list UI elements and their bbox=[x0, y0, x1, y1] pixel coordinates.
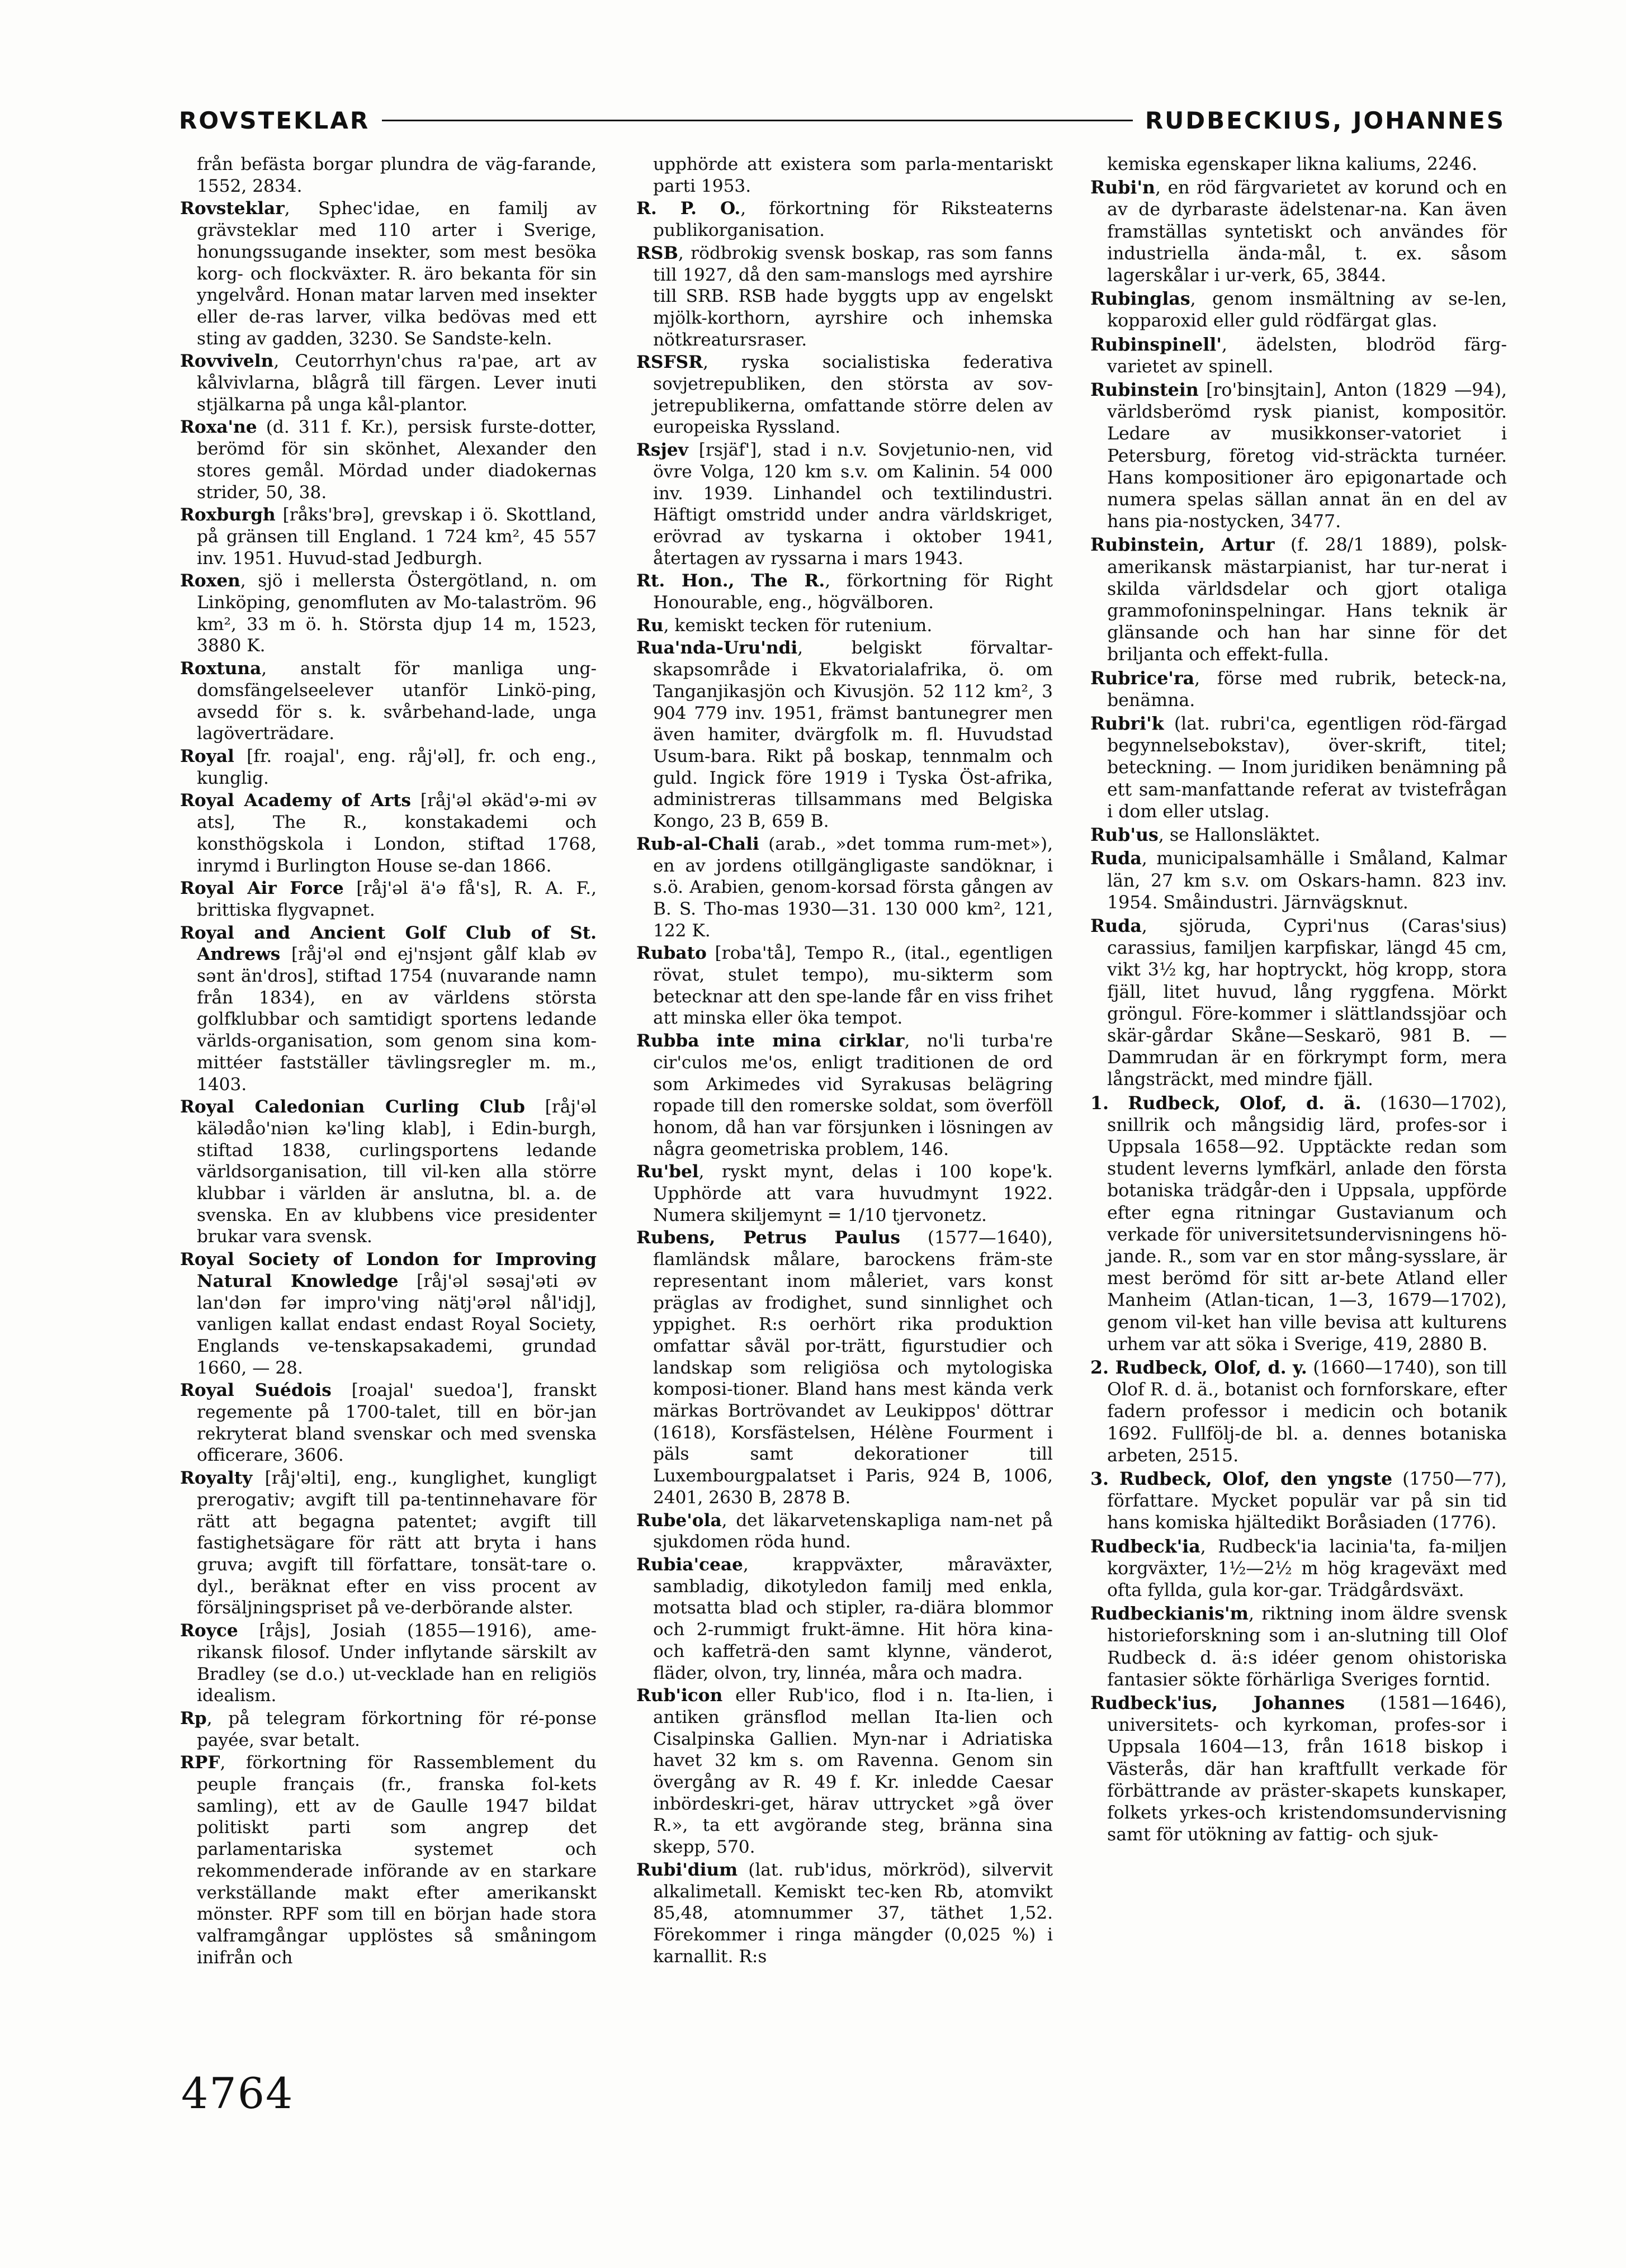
dictionary-entry bbox=[180, 1249, 597, 1379]
entry-headword: 1. Rudbeck, Olof, d. ä. bbox=[1090, 1092, 1362, 1114]
entry-text: (1750—77), författare. Mycket populär var på sin tid hans komiska hjältedikt Boråsiaden (1776). bbox=[1107, 1469, 1507, 1533]
dictionary-entry bbox=[180, 351, 597, 415]
entry-headword: Roxtuna bbox=[180, 659, 262, 679]
entry-text: , rödbrokig svensk boskap, ras som fanns till 1927, då den sam-manslogs med ayrshire till SRB. RSB hade byggts upp av engelskt mjölk-korthorn, ayrshire och inhemska nötkreatursraser. bbox=[653, 243, 1053, 350]
entry-text: , förkortning för Rassemblement du peuple français (fr., franska fol-kets samling), ett av de Gaulle 1947 bildat politiskt parti som angrep det parlamentariska systemet och rekommenderade införande av en starkare verkställande makt efter amerikanskt mönster. RPF som till en början hade stora valframgångar upplöstes så småningom inifrån och bbox=[197, 1753, 597, 1968]
entry-headword: Royal Air Force bbox=[180, 878, 344, 899]
entry-text: [rsjäf'], stad i n.v. Sovjetunio-nen, vid övre Volga, 120 km s.v. om Kalinin. 54 000 inv. 1939. Linhandel och textilindustri. Häftigt omstridd under andra världskriget, erövrad av tyskarna i oktober 1941, återtagen av ryssarna i mars 1943. bbox=[653, 440, 1053, 569]
entry-headword: Rubens, Petrus Paulus bbox=[636, 1228, 900, 1248]
entry-headword: Rubinstein, Artur bbox=[1090, 534, 1275, 556]
dictionary-entry bbox=[1090, 847, 1507, 914]
entry-headword: Rubi'n bbox=[1090, 177, 1155, 198]
dictionary-entry bbox=[636, 1030, 1053, 1160]
entry-headword: Royal and Ancient Golf Club of St. Andrews bbox=[180, 922, 597, 965]
dictionary-entry bbox=[1090, 334, 1507, 378]
dictionary-entry bbox=[636, 243, 1053, 351]
entry-text: kemiska egenskaper likna kaliums, 2246. bbox=[1107, 154, 1478, 174]
entry-headword: Rudbeck'ius, Johannes bbox=[1090, 1693, 1345, 1714]
entry-headword: Roxa'ne bbox=[180, 417, 257, 438]
entry-headword: Rp bbox=[180, 1708, 207, 1729]
entry-headword: RSB bbox=[636, 243, 678, 263]
entry-headword: 3. Rudbeck, Olof, den yngste bbox=[1090, 1468, 1393, 1489]
entry-text: , riktning inom äldre svensk historieforskning som i an-slutning till Olof Rudbeck d. ä:s idéer genom ohistoriska fantasier sökte förhärliga Sveriges forntid. bbox=[1107, 1604, 1507, 1690]
entry-text: , genom insmältning av se-len, kopparoxid eller guld rödfärgat glas. bbox=[1107, 289, 1507, 332]
entry-text: [råj'əlti], eng., kunglighet, kungligt prerogativ; avgift till pa-tentinnehavare för rätt att begagna patentet; avgift till fastighetsägare för rätt att bryta i hans gruva; avgift till författare, tonsät-tare o. dyl., beräknat efter en viss procent av försäljningspriset på ve-derbörande alster. bbox=[197, 1468, 597, 1618]
entry-text: [råj'əl ənd ej'nsjənt gålf klab əv sənt än'dros], stiftad 1754 (nuvarande namn från 1834), en av världens största golfklubbar och samtidigt sportens ledande världs-organisation, som genom sina kom-mittéer fastställer tävlingsregler m. m., 1403. bbox=[197, 944, 597, 1095]
entry-text: , förkortning för Riksteaterns publikorganisation. bbox=[653, 198, 1053, 241]
entry-headword: Rubi'dium bbox=[636, 1859, 738, 1880]
dictionary-entry bbox=[180, 198, 597, 349]
entry-text: (f. 28/1 1889), polsk-amerikansk mästarpianist, har tur-nerat i skilda världsdelar och gjort otaliga grammofoninspelningar. Hans teknik är glänsande och han har sinne för det briljanta och effekt-fulla. bbox=[1107, 535, 1507, 665]
entry-headword: Rube'ola bbox=[636, 1510, 722, 1531]
page-number: 4764 bbox=[181, 2068, 294, 2118]
entry-text: , förkortning för Right Honourable, eng., högvälboren. bbox=[653, 571, 1053, 613]
entry-text: , Rudbeck'ia lacinia'ta, fa-miljen korgväxter, 1½—2½ m hög krageväxt med ofta fyllda, gula kor-gar. Trädgårdsväxt. bbox=[1107, 1536, 1507, 1601]
dictionary-entry bbox=[180, 658, 597, 745]
dictionary-entry bbox=[1090, 1692, 1507, 1846]
entry-headword: Royal Suédois bbox=[180, 1380, 332, 1401]
entry-text: , se Hallonsläktet. bbox=[1158, 825, 1321, 846]
dictionary-entry bbox=[180, 570, 597, 657]
dictionary-entry bbox=[636, 1161, 1053, 1226]
dictionary-entry bbox=[636, 352, 1053, 438]
dictionary-entry bbox=[636, 1510, 1053, 1553]
entry-text: , en röd färgvarietet av korund och en av de dyrbaraste ädelstenar-na. Kan även framställas syntetiskt och användes för industriella ända-mål, t. ex. såsom lagerskålar i ur-verk, 65, 3844. bbox=[1107, 178, 1507, 286]
dictionary-entry bbox=[1090, 1357, 1507, 1467]
continued-entry bbox=[1090, 154, 1507, 176]
running-header-left: ROVSTEKLAR bbox=[179, 106, 370, 134]
entry-headword: Ruda bbox=[1090, 848, 1142, 869]
dictionary-entry bbox=[636, 637, 1053, 832]
dictionary-entry bbox=[1090, 379, 1507, 533]
entry-headword: Royal Society of London for Improving Natural Knowledge bbox=[180, 1249, 597, 1291]
entry-headword: Rt. Hon., The R. bbox=[636, 571, 825, 591]
entry-headword: Rsjev bbox=[636, 440, 688, 461]
entry-headword: R. P. O. bbox=[636, 198, 741, 219]
entry-headword: Rub'icon bbox=[636, 1685, 723, 1706]
entry-text: (lat. rubri'ca, egentligen röd-färgad begynnelsebokstav), över-skrift, titel; beteckning. — Inom juridiken benämning på ett sam-manfattande referat av tvistefrågan i dom eller utslag. bbox=[1107, 714, 1507, 822]
dictionary-entry bbox=[636, 615, 1053, 637]
dictionary-entry bbox=[180, 1467, 597, 1619]
dictionary-entry bbox=[636, 943, 1053, 1029]
dictionary-entry bbox=[180, 1708, 597, 1751]
dictionary-entry bbox=[1090, 1468, 1507, 1535]
entry-text: (1577—1640), flamländsk målare, barockens främ-ste representant inom måleriet, vars konst präglas av frodighet, sund sinnlighet och yppighet. R:s oerhört rika produktion omfattar såväl por-trätt, figurstudier och landskap som religiösa och mytologiska komposi-tioner. Bland hans mest kända verk märkas Bortrövandet av Leukippos' döttrar (1618), Korsfästelsen, Hélène Fourment i päls samt dekorationer till Luxembourgpalatset i Paris, 924 B, 1006, 2401, 2630 B, 2878 B. bbox=[653, 1228, 1053, 1508]
dictionary-entry bbox=[1090, 534, 1507, 666]
dictionary-entry bbox=[1090, 1092, 1507, 1356]
dictionary-entry bbox=[1090, 713, 1507, 823]
entry-text: [råjs], Josiah (1855—1916), ame-rikansk filosof. Under inflytande särskilt av Bradley (se d.o.) ut-vecklade han en religiös idealism. bbox=[197, 1621, 597, 1706]
entry-headword: Rubri'k bbox=[1090, 713, 1164, 735]
continued-entry bbox=[636, 154, 1053, 197]
entry-headword: Rubrice'ra bbox=[1090, 667, 1195, 689]
entry-headword: Royce bbox=[180, 1621, 238, 1641]
dictionary-entry bbox=[180, 504, 597, 569]
entry-text: , ryska socialistiska federativa sovjetrepubliken, den största av sov-jetrepublikerna, omfattande större delen av europeiska Ryssland. bbox=[653, 352, 1053, 438]
entry-text: [råj'əl kälədåo'niən kə'ling klab], i Edin-burgh, stiftad 1838, curlingsportens ledande världsorganisation, till vil-ken alla större klubbar i världen är anslutna, bl. a. de svenska. En av klubbens vice presidenter brukar vara svensk. bbox=[197, 1097, 597, 1247]
entry-text: (arab., »det tomma rum-met»), en av jordens otillgängligaste sandöknar, i s.ö. Arabien, genom-korsad första gången av B. S. Tho-mas 1930—31. 130 000 km², 121, 122 K. bbox=[653, 834, 1053, 941]
entry-text: , sjöruda, Cypri'nus (Caras'sius) carassius, familjen karpfiskar, längd 45 cm, vikt 3½ kg, har hoptryckt, hög kropp, stora fjäll, litet huvud, lång ryggfena. Mörkt gröngul. Före-kommer i slättlandssjöar och skär-gårdar Skåne—Seskarö, 981 B. — Dammrudan är en förkrympt form, mera långsträckt, med mindre fjäll. bbox=[1107, 916, 1507, 1090]
entry-headword: Roxen bbox=[180, 571, 240, 591]
dictionary-entry bbox=[636, 1685, 1053, 1858]
entry-headword: Royalty bbox=[180, 1468, 253, 1489]
entry-text: , krappväxter, måraväxter, sambladig, dikotyledon familj med enkla, motsatta blad och stipler, ra-diära blommor och 2-rummigt frukt-ämne. Hit höra kina- och kaffeträ-den samt klynne, vänderot, fläder, olvon, try, linnéa, måra och madra. bbox=[653, 1555, 1053, 1683]
dictionary-entry bbox=[180, 416, 597, 503]
header-rule bbox=[382, 120, 1133, 121]
dictionary-entry bbox=[1090, 177, 1507, 287]
entry-text: , det läkarvetenskapliga nam-net på sjukdomen röda hund. bbox=[653, 1510, 1053, 1552]
dictionary-entry bbox=[180, 1096, 597, 1248]
entry-text: , ryskt mynt, delas i 100 kope'k. Upphörde att vara huvudmynt 1922. Numera skiljemynt = 1/10 tjervonetz. bbox=[653, 1162, 1053, 1225]
entry-text: [råj'əl ä'ə få's], R. A. F., brittiska flygvapnet. bbox=[197, 878, 597, 920]
entry-text: , förse med rubrik, beteck-na, benämna. bbox=[1107, 668, 1507, 711]
entry-headword: RPF bbox=[180, 1753, 220, 1773]
entry-headword: Rubinspinell' bbox=[1090, 334, 1222, 355]
dictionary-entry bbox=[1090, 1536, 1507, 1602]
running-header bbox=[179, 101, 1505, 140]
running-header-right: RUDBECKIUS, JOHANNES bbox=[1145, 106, 1505, 134]
dictionary-entry bbox=[180, 746, 597, 789]
text-column-2 bbox=[636, 154, 1053, 1968]
entry-text: , på telegram förkortning för ré-ponse payée, svar betalt. bbox=[197, 1708, 597, 1750]
dictionary-entry bbox=[1090, 1603, 1507, 1691]
text-column-1 bbox=[180, 154, 597, 1969]
dictionary-entry bbox=[636, 1227, 1053, 1508]
entry-text: [råj'əl əkäd'ə-mi əv ats], The R., konstakademi och konsthögskola i London, stiftad 1768, inrymd i Burlington House se-dan 1866. bbox=[197, 790, 597, 876]
entry-headword: Rovviveln bbox=[180, 351, 274, 372]
entry-text: upphörde att existera som parla-mentariskt parti 1953. bbox=[653, 154, 1053, 196]
entry-text: (1660—1740), son till Olof R. d. ä., botanist och fornforskare, efter fadern professor i medicin och botanik 1692. Fullfölj-de bl. a. dennes botaniska arbeten, 2515. bbox=[1107, 1357, 1507, 1466]
entry-text: [råks'brə], grevskap i ö. Skottland, på gränsen till England. 1 724 km², 45 557 inv. 1951. Huvud-stad Jedburgh. bbox=[197, 505, 597, 569]
entry-headword: Rudbeck'ia bbox=[1090, 1536, 1200, 1557]
dictionary-entry bbox=[180, 1380, 597, 1466]
dictionary-entry bbox=[636, 198, 1053, 241]
entry-text: [ro'binsjtain], Anton (1829 —94), världsberömd rysk pianist, kompositör. Ledare av musikkonser-vatoriet i Petersburg, företog vid-sträckta turnéer. Hans kompositioner äro epigonartade och numera spelas sällan annat än en del av hans pia-nostycken, 3477. bbox=[1107, 380, 1507, 532]
entry-text: , Ceutorrhyn'chus ra'pae, art av kålvivlarna, blågrå till färgen. Lever inuti stjälkarna på unga kål-plantor. bbox=[197, 351, 597, 415]
entry-headword: 2. Rudbeck, Olof, d. y. bbox=[1090, 1357, 1307, 1378]
entry-headword: Royal Caledonian Curling Club bbox=[180, 1097, 525, 1118]
entry-headword: Rovsteklar bbox=[180, 198, 285, 219]
entry-headword: Royal Academy of Arts bbox=[180, 790, 412, 811]
dictionary-entry bbox=[180, 922, 597, 1096]
dictionary-entry bbox=[636, 439, 1053, 569]
entry-text: , kemiskt tecken för rutenium. bbox=[663, 615, 933, 636]
entry-headword: Ru'bel bbox=[636, 1162, 699, 1182]
entry-text: (1630—1702), snillrik och mångsidig lärd, profes-sor i Uppsala 1658—92. Upptäckte redan som student leverns lymfkärl, anlade den första botaniska trädgår-den i Uppsala, uppförde efter egna ritningar Gustavianum och verkade för universitetsundervisningens hö-jande. R., som var en stor mång-sysslare, är mest berömd för sitt ar-bete Atland eller Manheim (Atlan-tican, 1—3, 1679—1702), genom vil-ket han ville bevisa att kulturens urhem var att söka i Sverige, 419, 2880 B. bbox=[1107, 1093, 1507, 1355]
entry-headword: Ru bbox=[636, 615, 664, 636]
dictionary-entry bbox=[1090, 824, 1507, 846]
dictionary-entry bbox=[180, 878, 597, 921]
dictionary-entry bbox=[1090, 915, 1507, 1091]
entry-text: [roajal' suedoa'], franskt regemente på 1700-talet, till en bör-jan rekryterat bland svenskar och med svenska officerare, 3606. bbox=[197, 1380, 597, 1466]
dictionary-entry bbox=[1090, 288, 1507, 332]
entry-headword: Rubinglas bbox=[1090, 288, 1190, 310]
entry-headword: Ruda bbox=[1090, 915, 1142, 936]
entry-text: från befästa borgar plundra de väg-farande, 1552, 2834. bbox=[197, 154, 597, 196]
entry-text: [råj'əl səsaj'əti əv lan'dən fər impro'ving nätj'ərəl nål'idj], vanligen kallat endast endast Royal Society, Englands ve-tenskapsakademi, grundad 1660, — 28. bbox=[197, 1271, 597, 1378]
entry-text: , municipalsamhälle i Småland, Kalmar län, 27 km s.v. om Oskars-hamn. 823 inv. 1954. Småindustri. Järnvägsknut. bbox=[1107, 849, 1507, 913]
entry-text: [fr. roajal', eng. råj'əl], fr. och eng., kunglig. bbox=[197, 746, 597, 788]
entry-text: eller Rub'ico, flod i n. Ita-lien, i antiken gränsflod mellan Ita-lien och Cisalpinska Gallien. Myn-nar i Adriatiska havet 32 km s. om Ravenna. Genom sin övergång av R. 49 f. Kr. inledde Caesar inbördeskri-get, härav uttrycket »gå över R.», ta ett avgörande steg, bränna sina skepp, 570. bbox=[653, 1685, 1053, 1858]
text-column-3 bbox=[1090, 154, 1507, 1847]
dictionary-entry bbox=[180, 1752, 597, 1968]
entry-headword: Rua'nda-Uru'ndi bbox=[636, 638, 798, 659]
entry-headword: Rubba inte mina cirklar bbox=[636, 1031, 905, 1052]
entry-text: (d. 311 f. Kr.), persisk furste-dotter, berömd för sin skönhet, Alexander den stores gemål. Mördad under diadokernas strider, 50, 38. bbox=[197, 417, 597, 503]
dictionary-entry bbox=[180, 790, 597, 877]
dictionary-entry bbox=[636, 1859, 1053, 1968]
dictionary-entry bbox=[636, 1554, 1053, 1684]
entry-headword: Rudbeckianis'm bbox=[1090, 1603, 1249, 1625]
entry-text: , Sphec'idae, en familj av grävsteklar med 110 arter i Sverige, honungssugande insekter, som mest besöka korg- och flockväxter. R. äro bekanta för sin yngelvård. Honan matar larven med insekter eller de-ras larver, vilka bedövas med ett sting av gadden, 3230. Se Sandste-keln. bbox=[197, 198, 597, 349]
entry-text: (1581—1646), universitets- och kyrkoman, profes-sor i Uppsala 1604—13, från 1618 biskop i Västerås, där han kraftfullt verkade för förbättrande av präster-skapets kunskaper, folkets yrkes-och kristendomsundervisning samt för utökning av fattig- och sjuk- bbox=[1107, 1693, 1507, 1845]
dictionary-entry bbox=[636, 570, 1053, 613]
dictionary-entry bbox=[180, 1620, 597, 1707]
entry-headword: Royal bbox=[180, 746, 234, 766]
entry-headword: Roxburgh bbox=[180, 505, 276, 525]
entry-text: , sjö i mellersta Östergötland, n. om Linköping, genomfluten av Mo-talaström. 96 km², 33 m ö. h. Största djup 14 m, 1523, 3880 K. bbox=[197, 571, 597, 656]
entry-headword: RSFSR bbox=[636, 352, 703, 373]
dictionary-entry bbox=[636, 834, 1053, 942]
entry-text: , no'li turba're cir'culos me'os, enligt traditionen de ord som Arkimedes vid Syrakusas belägring ropade till den romerske soldat, som överföll honom, då han var försjunken i lösningen av några geometriska problem, 146. bbox=[653, 1031, 1053, 1159]
entry-text: , belgiskt förvaltar-skapsområde i Ekvatorialafrika, ö. om Tanganjikasjön och Kivusjön. 52 112 km², 3 904 779 inv. 1951, främst bantunegrer men även hamiter, dvärgfolk m. fl. Huvudstad Usum-bara. Rikt på boskap, tennmalm och guld. Ingick före 1919 i Tyska Öst-afrika, administreras tillsammans med Belgiska Kongo, 23 B, 659 B. bbox=[653, 638, 1053, 832]
entry-headword: Rubato bbox=[636, 943, 707, 964]
entry-headword: Rub'us bbox=[1090, 825, 1159, 846]
entry-text: , anstalt för manliga ung-domsfängelseelever utanför Linkö-ping, avsedd för s. k. svårbehand-lade, unga lagöverträdare. bbox=[197, 659, 597, 744]
continued-entry bbox=[180, 154, 597, 197]
dictionary-entry bbox=[1090, 667, 1507, 712]
entry-text: [roba'tå], Tempo R., (ital., egentligen rövat, stulet tempo), mu-sikterm som betecknar att den spe-lande får en viss frihet att minska eller öka tempot. bbox=[653, 943, 1053, 1029]
entry-text: (lat. rub'idus, mörkröd), silvervit alkalimetall. Kemiskt tec-ken Rb, atomvikt 85,48, atomnummer 37, täthet 1,52. Förekommer i ringa mängder (0,025 %) i karnallit. R:s bbox=[653, 1859, 1053, 1967]
entry-headword: Rubia'ceae bbox=[636, 1555, 743, 1575]
entry-headword: Rub-al-Chali bbox=[636, 834, 759, 854]
entry-headword: Rubinstein bbox=[1090, 380, 1199, 401]
entry-text: , ädelsten, blodröd färg-varietet av spinell. bbox=[1107, 334, 1507, 377]
